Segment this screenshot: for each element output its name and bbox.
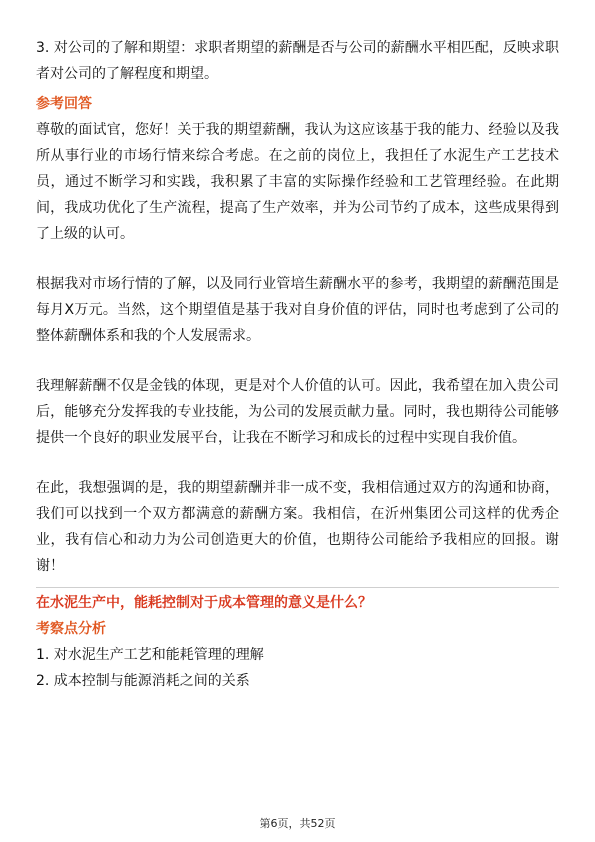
answer-paragraph-3: 我理解薪酬不仅是金钱的体现，更是对个人价值的认可。因此，我希望在加入贵公司后，能够充分发挥我的专业技能，为公司的发展贡献力量。同时，我也期待公司能够提供一个良好的职业发展平台，让我在不断学习和成长的过程中实现自我价值。 (36, 378, 559, 446)
page-footer: 第6页，共52页 (259, 817, 336, 830)
answer-paragraph-4: 在此，我想强调的是，我的期望薪酬并非一成不变，我相信通过双方的沟通和协商，我们可以找到一个双方都满意的薪酬方案。我相信，在沂州集团公司这样的优秀企业，我有信心和动力为公司创造更大的价值，也期待公司能给予我相应的回报。谢谢！ (36, 480, 559, 574)
section-divider (36, 587, 559, 588)
answer-paragraph-2: 根据我对市场行情的了解，以及同行业管培生薪酬水平的参考，我期望的薪酬范围是每月X万元。当然，这个期望值是基于我对自身价值的评估，同时也考虑到了公司的整体薪酬体系和我的个人发展需求。 (36, 276, 559, 344)
next-question-title: 在水泥生产中，能耗控制对于成本管理的意义是什么？ (36, 595, 372, 611)
answer-paragraph-1: 尊敬的面试官，您好！关于我的期望薪酬，我认为这应该基于我的能力、经验以及我所从事行业的市场行情来综合考虑。在之前的岗位上，我担任了水泥生产工艺技术员，通过不断学习和实践，我积累了丰富的实际操作经验和工艺管理经验。在此期间，我成功优化了生产流程，提高了生产效率，并为公司节约了成本，这些成果得到了上级的认可。 (36, 122, 559, 242)
analysis-point-2: 2. 成本控制与能源消耗之间的关系 (36, 673, 250, 689)
page-content (36, 35, 559, 694)
analysis-point-1: 1. 对水泥生产工艺和能耗管理的理解 (36, 647, 264, 663)
paragraph-gap (36, 451, 559, 475)
paragraph-gap (36, 349, 559, 373)
analysis-heading: 考察点分析 (36, 621, 106, 637)
answer-heading: 参考回答 (36, 96, 92, 112)
paragraph-gap (36, 247, 559, 271)
intro-point: 3. 对公司的了解和期望：求职者期望的薪酬是否与公司的薪酬水平相匹配，反映求职者对公司的了解程度和期望。 (36, 40, 559, 82)
